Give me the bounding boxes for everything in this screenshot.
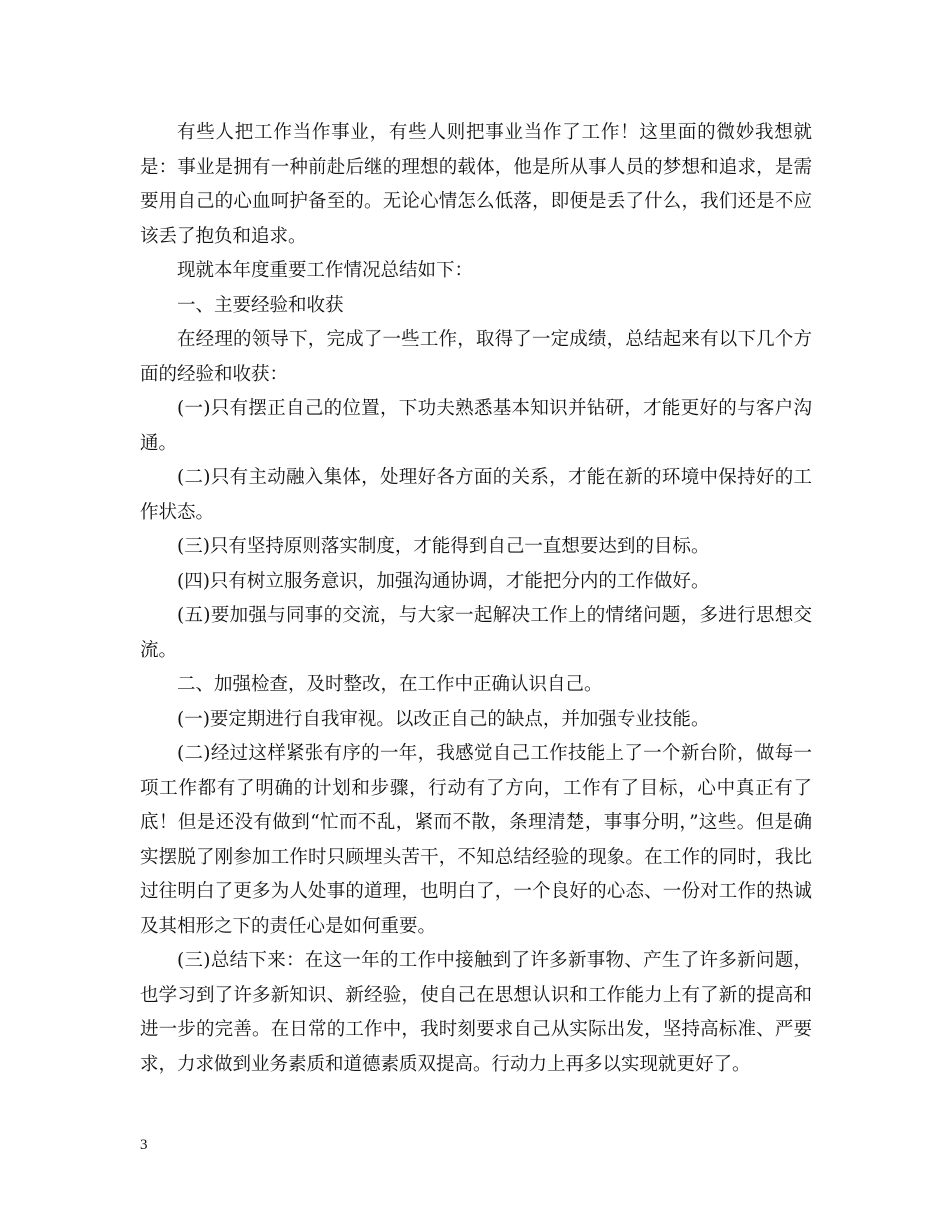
list-item-experience-1: (一)只有摆正自己的位置，下功夫熟悉基本知识并钻研，才能更好的与客户沟通。 (140, 398, 812, 454)
list-item-experience-4: (四)只有树立服务意识，加强沟通协调，才能把分内的工作做好。 (177, 570, 710, 592)
list-item-inspection-2: (二)经过这样紧张有序的一年，我感觉自己工作技能上了一个新台阶，做每一项工作都有了明确的计划和步骤，行动有了方向，工作有了目标，心中真正有了底！但是还没有做到“忙而不乱，紧而不散，条理清楚，事事分明，”这些。但是确实摆脱了刚参加工作时只顾埋头苦干，不知总结经验的现象。在工作的同时，我比过往明白了更多为人处事的道理，也明白了，一个良好的心态、一份对工作的热诚及其相形之下的责任心是如何重要。 (140, 743, 812, 937)
page-number: 3 (140, 1137, 148, 1153)
section-heading-experience: 一、主要经验和收获 (177, 294, 344, 316)
paragraph-career-vs-work: 有些人把工作当作事业，有些人则把事业当作了工作！这里面的微妙我想就是：事业是拥有一种前赴后继的理想的载体，他是所从事人员的梦想和追求，是需要用自己的心血呵护备至的。无论心情怎么低落，即便是丢了什么，我们还是不应该丢了抱负和追求。 (140, 122, 812, 247)
list-item-inspection-3: (三)总结下来：在这一年的工作中接触到了许多新事物、产生了许多新问题，也学习到了许多新知识、新经验，使自己在思想认识和工作能力上有了新的提高和进一步的完善。在日常的工作中，我时刻要求自己从实际出发，坚持高标准、严要求，力求做到业务素质和道德素质双提高。行动力上再多以实现就更好了。 (140, 950, 812, 1075)
paragraph-summary-intro: 现就本年度重要工作情况总结如下： (177, 260, 474, 281)
document-body (140, 116, 812, 1082)
paragraph-experience-intro: 在经理的领导下，完成了一些工作，取得了一定成绩，总结起来有以下几个方面的经验和收获： (140, 329, 812, 385)
list-item-experience-3: (三)只有坚持原则落实制度，才能得到自己一直想要达到的目标。 (177, 536, 710, 557)
list-item-experience-2: (二)只有主动融入集体，处理好各方面的关系，才能在新的环境中保持好的工作状态。 (140, 467, 812, 523)
section-heading-inspection: 二、加强检查，及时整改，在工作中正确认识自己。 (177, 674, 603, 695)
list-item-inspection-1: (一)要定期进行自我审视。以改正自己的缺点，并加强专业技能。 (177, 708, 710, 730)
list-item-experience-5: (五)要加强与同事的交流，与大家一起解决工作上的情绪问题，多进行思想交流。 (140, 605, 812, 661)
